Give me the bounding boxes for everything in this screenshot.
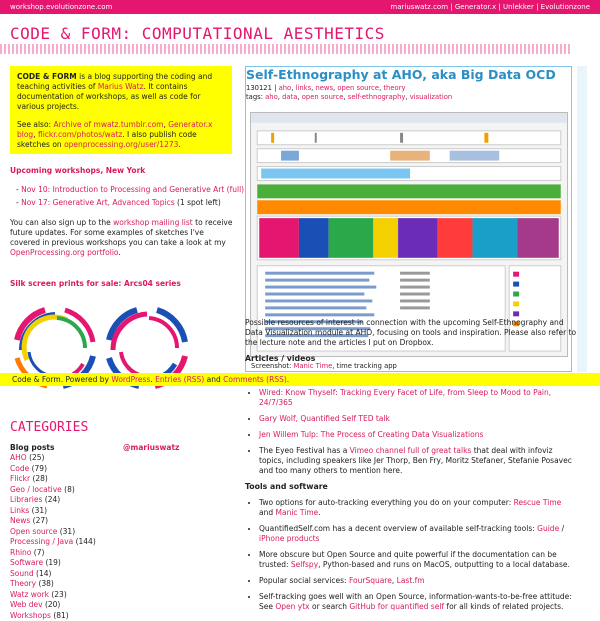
comments-rss-link[interactable]: Comments (RSS) — [223, 375, 287, 384]
logo-decoration — [0, 44, 572, 54]
category-item — [10, 558, 96, 569]
intro-paragraph — [17, 72, 225, 112]
nav-sep: | — [536, 3, 538, 11]
category-item — [10, 516, 96, 527]
tags-label: tags: — [246, 93, 265, 101]
category-count: (31) — [32, 506, 47, 515]
category-item — [10, 537, 96, 548]
category-count: (14) — [36, 569, 51, 578]
category-count: (19) — [45, 558, 60, 567]
category-item — [10, 548, 96, 559]
category-link[interactable]: Libraries — [10, 495, 42, 504]
category-count: (144) — [76, 537, 96, 546]
post-title[interactable]: Self-Ethnography at AHO, aka Big Data OCD — [246, 67, 556, 82]
openprocessing-link[interactable]: openprocessing.org/user/1273 — [64, 140, 178, 149]
signup-text: to receive future updates. For some examples of sketches I've covered in previous workshops you can take a look at my — [10, 218, 232, 247]
silk-screen-heading[interactable]: Silk screen prints for sale: Arcs04 series — [10, 279, 181, 288]
top-nav — [390, 3, 590, 11]
see-also-text: . — [178, 140, 180, 149]
tool-text: Self-tracking goes well with an Open Source, information-wants-to-be-free attitude: See — [259, 592, 572, 611]
category-link[interactable]: Software — [10, 558, 43, 567]
list-item — [259, 414, 575, 424]
footer-bar — [0, 373, 600, 386]
category-count: (27) — [33, 516, 48, 525]
intro-bold: CODE & FORM — [17, 72, 77, 81]
tag-link[interactable]: self-ethnography — [348, 93, 406, 101]
category-link[interactable]: Flickr — [10, 474, 30, 483]
see-also-text: . I also publish code sketches on — [17, 130, 197, 149]
site-logo[interactable]: CODE & FORM: COMPUTATIONAL AESTHETICS — [10, 24, 385, 43]
tool-text: / — [559, 524, 564, 533]
category-count: (79) — [32, 464, 47, 473]
see-also-text: See also: — [17, 120, 53, 129]
wordpress-link[interactable]: WordPress — [111, 375, 150, 384]
caption-text: Screenshot: — [251, 362, 294, 370]
category-count: (23) — [51, 590, 66, 599]
category-item — [10, 527, 96, 538]
caption-text: , time tracking app — [332, 362, 397, 370]
manic-time-link[interactable]: Manic Time — [294, 362, 333, 370]
post-categories-line: 130121 | aho, links, news, open source, theory — [246, 84, 452, 93]
category-count: (28) — [32, 474, 47, 483]
intro-text: is a blog supporting the coding and teaching activities of — [17, 72, 212, 91]
tool-link[interactable]: Guide — [537, 524, 559, 533]
list-item — [259, 430, 575, 440]
generatorx-blog-link[interactable]: Generator.x blog — [17, 120, 212, 139]
tag-link[interactable]: open source — [302, 93, 344, 101]
workshop-note: (1 spot left) — [175, 198, 221, 207]
upcoming-workshops-heading[interactable]: Upcoming workshops, New York — [10, 166, 145, 175]
footer-segment: . — [150, 375, 155, 384]
twitter-handle-link[interactable]: @mariuswatz — [123, 443, 179, 452]
workshop-link-nov10[interactable]: Nov 10: Introduction to Processing and Generative Art (full) — [21, 185, 244, 194]
entries-rss-link[interactable]: Entries (RSS) — [155, 375, 204, 384]
articles-heading: Articles / videos — [245, 354, 577, 364]
category-item — [10, 495, 96, 506]
footer-text — [12, 375, 289, 384]
post-meta — [246, 84, 452, 102]
intro-text: . It contains documentation of workshops, as well as code for various projects. — [17, 82, 201, 111]
category-item — [10, 611, 96, 621]
wired-article-link[interactable]: Wired: Know Thyself: Tracking Every Facet of Life, from Sleep to Mood to Pain, 24/7/365 — [259, 388, 551, 407]
category-item — [10, 453, 96, 464]
data-viz-process-link[interactable]: Jen Willem Tulp: The Process of Creating Data Visualizations — [259, 430, 483, 439]
list-item — [259, 550, 575, 570]
arcs-print-image-2[interactable] — [104, 296, 190, 418]
tool-link[interactable]: FourSquare — [349, 576, 392, 585]
tool-text: and — [259, 508, 276, 517]
footer-segment: Code & Form. Powered by — [12, 375, 111, 384]
tool-link[interactable]: Open ytx — [275, 602, 309, 611]
category-link[interactable]: open source — [337, 84, 379, 92]
flickr-link[interactable]: flickr.com/photos/watz — [38, 130, 122, 139]
category-item — [10, 464, 96, 475]
tool-text: Popular social services: — [259, 576, 349, 585]
tag-link[interactable]: data — [282, 93, 297, 101]
post-body — [245, 388, 575, 618]
signup-text: . — [118, 248, 120, 257]
category-link[interactable]: Web dev — [10, 600, 43, 609]
right-sidebar-strip — [577, 66, 587, 372]
nav-mariuswatz[interactable]: mariuswatz.com — [390, 3, 448, 11]
tools-heading: Tools and software — [245, 482, 575, 492]
sep: , — [163, 120, 168, 129]
tool-text: QuantifiedSelf.com has a decent overview of available self-tracking tools: — [259, 524, 537, 533]
eyeo-text: that deal with infoviz topics, including speakers like Jer Thorp, Ben Fry, Moritz Stefaner, Stefanie Posavec and too many others to mention here. — [259, 446, 572, 475]
category-item — [10, 600, 96, 611]
tool-text: , — [392, 576, 397, 585]
tool-link[interactable]: Manic Time — [276, 508, 319, 517]
category-item — [10, 485, 96, 496]
list-item: - Nov 10: Introduction to Processing and Generative Art (full) — [16, 183, 244, 196]
category-link[interactable]: News — [10, 516, 30, 525]
category-link[interactable]: Geo / locative — [10, 485, 62, 494]
category-item — [10, 506, 96, 517]
list-item — [259, 446, 575, 476]
nav-sep: | — [450, 3, 452, 11]
category-count: (8) — [64, 485, 75, 494]
mailing-list-link[interactable]: workshop mailing list — [113, 218, 193, 227]
ted-talk-link[interactable]: Gary Wolf, Quantified Self TED talk — [259, 414, 390, 423]
footer-segment: and — [204, 375, 223, 384]
category-link[interactable]: Theory — [10, 579, 36, 588]
post-intro — [245, 318, 577, 368]
blog-posts-heading: Blog posts — [10, 443, 54, 452]
category-item — [10, 474, 96, 485]
category-count: (7) — [34, 548, 45, 557]
category-item — [10, 590, 96, 601]
tool-link[interactable]: GitHub for quantified self — [349, 602, 444, 611]
category-link[interactable]: Watz work — [10, 590, 49, 599]
category-count: (38) — [38, 579, 53, 588]
list-item — [259, 524, 575, 544]
tool-text: , Python-based and runs on MacOS, outputting to a local database. — [318, 560, 570, 569]
upcoming-workshops-list — [16, 183, 244, 209]
nav-unlekker[interactable]: Unlekker — [503, 3, 534, 11]
nav-evolutionzone[interactable]: Evolutionzone — [541, 3, 590, 11]
tool-text: More obscure but Open Source and quite powerful if the documentation can be trusted: — [259, 550, 557, 569]
category-link[interactable]: AHO — [10, 453, 27, 462]
category-link[interactable]: news — [315, 84, 333, 92]
post-date: 130121 — [246, 84, 272, 92]
category-count: (24) — [45, 495, 60, 504]
tool-link[interactable]: iPhone products — [259, 534, 319, 543]
tool-link[interactable]: Rescue Time — [514, 498, 562, 507]
category-count: (25) — [29, 453, 44, 462]
category-count: (31) — [60, 527, 75, 536]
list-item — [259, 498, 575, 518]
tool-text: . — [318, 508, 320, 517]
category-link[interactable]: Sound — [10, 569, 34, 578]
category-link[interactable]: Links — [10, 506, 29, 515]
see-also-paragraph — [17, 120, 225, 150]
signup-text: You can also sign up to the — [10, 218, 113, 227]
nav-generatorx[interactable]: Generator.x — [455, 3, 496, 11]
category-link[interactable]: links — [296, 84, 312, 92]
vimeo-channel-link[interactable]: Vimeo channel full of great talks — [350, 446, 472, 455]
arcs-print-image-1[interactable] — [12, 296, 98, 418]
category-count: (20) — [45, 600, 60, 609]
tool-link[interactable]: Last.fm — [397, 576, 425, 585]
post-tags-line: tags: aho, data, open source, self-ethnography, visualization — [246, 93, 452, 102]
tool-text: for all kinds of related projects. — [444, 602, 563, 611]
articles-list — [245, 388, 575, 476]
tools-list — [245, 498, 575, 612]
category-link[interactable]: theory — [383, 84, 405, 92]
category-link[interactable]: aho — [279, 84, 292, 92]
list-item — [259, 388, 575, 408]
footer-segment: . — [287, 375, 289, 384]
tumblr-link[interactable]: Archive of mwatz.tumblr.com — [53, 120, 163, 129]
category-link[interactable]: Workshops — [10, 611, 51, 620]
tag-link[interactable]: visualization — [410, 93, 452, 101]
category-list — [10, 453, 96, 621]
list-item — [259, 576, 575, 586]
category-item — [10, 579, 96, 590]
category-link[interactable]: Open source — [10, 527, 57, 536]
category-link[interactable]: Processing / Java — [10, 537, 73, 546]
category-item — [10, 569, 96, 580]
category-count: (81) — [53, 611, 68, 620]
category-link[interactable]: Code — [10, 464, 29, 473]
tool-text: Two options for auto-tracking everything you do on your computer: — [259, 498, 514, 507]
nav-sep: | — [498, 3, 500, 11]
signup-paragraph — [10, 218, 235, 258]
workshop-link-nov17[interactable]: Nov 17: Generative Art, Advanced Topics — [21, 198, 175, 207]
list-item — [259, 592, 575, 612]
eyeo-text: The Eyeo Festival has a — [259, 446, 350, 455]
tool-text: or search — [310, 602, 350, 611]
intro-box — [10, 66, 232, 154]
sep: , — [33, 130, 38, 139]
category-link[interactable]: Rhino — [10, 548, 31, 557]
post-intro-text: Possible resources of interest in connection with the upcoming Self-Ethnography and Data Visualization module at AHO, focusing on tools and inspiration. Please also refer to the lecture note and the articles I put on Dropbox. — [245, 318, 577, 348]
marius-watz-link[interactable]: Marius Watz — [98, 82, 144, 91]
openprocessing-portfolio-link[interactable]: OpenProcessing.org portfolio — [10, 248, 118, 257]
list-item: - Nov 17: Generative Art, Advanced Topics (1 spot left) — [16, 196, 244, 209]
site-link[interactable]: workshop.evolutionzone.com — [10, 3, 112, 11]
tool-link[interactable]: Selfspy — [291, 560, 318, 569]
tag-link[interactable]: aho — [265, 93, 278, 101]
top-bar — [0, 0, 600, 14]
categories-heading: CATEGORIES — [10, 420, 88, 435]
